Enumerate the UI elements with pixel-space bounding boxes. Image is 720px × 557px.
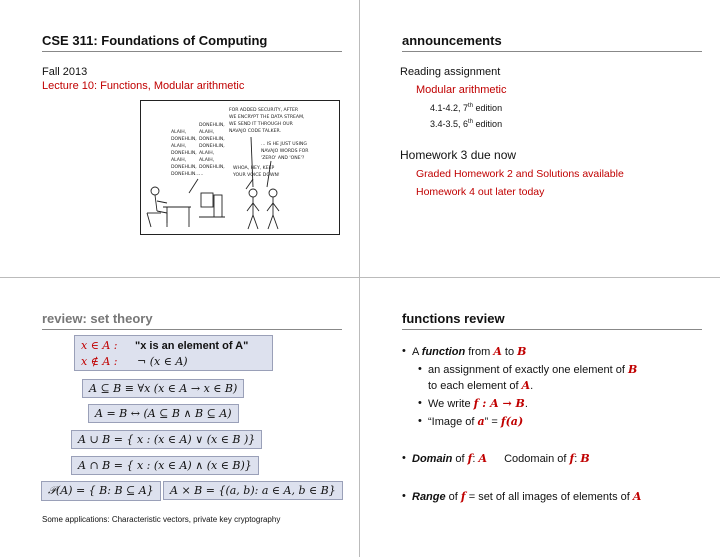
reading-edition-7: 4.1-4.2, 7th edition <box>430 103 503 113</box>
reading-topic: Modular arithmetic <box>416 84 507 96</box>
applications-note: Some applications: Characteristic vectors, private key cryptography <box>42 515 281 524</box>
cartesian-product-definition: A × B = {(a, b): a ∈ A, b ∈ B} <box>163 481 343 500</box>
comic-text-left-6: DONEHLIN, <box>171 165 197 170</box>
element-of-math: x ∈ A : <box>81 339 118 352</box>
comic-caption-4: NAVAJO CODE TALKER. <box>229 129 281 134</box>
lecture-title: Lecture 10: Functions, Modular arithmetic <box>42 80 245 92</box>
comic-text-mid-6: ALAIH, <box>199 158 215 163</box>
bullet-assignment-cont: to each element of A. <box>428 379 534 392</box>
bullet-image: • “Image of a” = f(a) <box>428 415 523 428</box>
comic-text-mid-8: ... <box>199 172 204 177</box>
comic-text-left-4: DONEHLIN, <box>171 151 197 156</box>
slide-heading: functions review <box>402 311 702 330</box>
comic-caption-3: WE SEND IT THROUGH OUR <box>229 122 293 127</box>
homework-due: Homework 3 due now <box>400 148 517 162</box>
comic-text-left-7: DONEHLIN... <box>171 172 200 177</box>
slide-functions-review <box>360 278 720 557</box>
comic-text-mid-1: DONEHLIN, <box>199 123 225 128</box>
comic-bubble2-1: ... IS HE JUST USING <box>261 142 307 147</box>
slide-heading: review: set theory <box>42 311 342 330</box>
term: Fall 2013 <box>42 66 88 78</box>
not-element-of-math: x ∉ A : <box>81 355 118 368</box>
comic-text-left-2: DONEHLIN, <box>171 137 197 142</box>
comic-caption-2: WE ENCRYPT THE DATA STREAM, <box>229 115 305 120</box>
comic-bubble2-2: NAVAJO WORDS FOR <box>261 149 309 154</box>
homework-next: Homework 4 out later today <box>416 186 545 198</box>
comic-drawing <box>141 101 339 234</box>
bullet-range: • Range of f = set of all images of elements of A <box>412 490 641 503</box>
comic-text-left-5: ALAIH, <box>171 158 187 163</box>
reading-assignment: Reading assignment <box>400 66 501 78</box>
comic-text-left-1: ALAIH, <box>171 130 187 135</box>
homework-graded: Graded Homework 2 and Solutions available <box>416 168 624 180</box>
comic-text-mid-7: DONEHLIN, <box>199 165 225 170</box>
reading-edition-6: 3.4-3.5, 6th edition <box>430 119 503 129</box>
comic-text-mid-5: ALAIH, <box>199 151 215 156</box>
equality-definition: A = B ↔ (A ⊆ B ∧ B ⊆ A) <box>88 404 239 423</box>
comic-bubble3-1: WHOA, HEY, KEEP <box>233 166 275 171</box>
subset-definition: A ⊆ B ≡ ∀x (x ∈ A → x ∈ B) <box>82 379 244 398</box>
course-title: CSE 311: Foundations of Computing <box>42 33 342 52</box>
comic-text-mid-4: DONEHLIN, <box>199 144 225 149</box>
slide-announcements <box>360 0 720 278</box>
slide-heading: announcements <box>402 33 702 52</box>
bullet-assignment: • an assignment of exactly one element of B <box>428 363 637 376</box>
slide-set-theory <box>0 278 360 557</box>
bullet-notation: • We write f : A → B. <box>428 397 528 410</box>
intersection-definition: A ∩ B = { x : (x ∈ A) ∧ (x ∈ B)} <box>71 456 259 475</box>
element-of-text: "x is an element of A" <box>135 340 249 352</box>
powerset-definition: 𝒫(A) = { B: B ⊆ A} <box>41 481 161 501</box>
comic-bubble3-2: YOUR VOICE DOWN! <box>233 173 280 178</box>
not-element-of-text: ¬ (x ∈ A) <box>137 355 188 368</box>
element-definition-box <box>74 335 273 371</box>
union-definition: A ∪ B = { x : (x ∈ A) ∨ (x ∈ B )} <box>71 430 262 449</box>
comic-text-left-3: ALAIH, <box>171 144 187 149</box>
comic-text-mid-2: ALAIH, <box>199 130 215 135</box>
bullet-function-def: • A function from A to B <box>412 345 526 358</box>
slide-title <box>0 0 360 278</box>
comic-caption-1: FOR ADDED SECURITY, AFTER <box>229 108 299 113</box>
comic-text-mid-3: DONEHLIN, <box>199 137 225 142</box>
xkcd-comic <box>140 100 340 235</box>
comic-bubble2-3: 'ZERO' AND 'ONE'? <box>261 156 305 161</box>
bullet-domain-codomain: • Domain of f: A Codomain of f: B <box>412 452 590 465</box>
